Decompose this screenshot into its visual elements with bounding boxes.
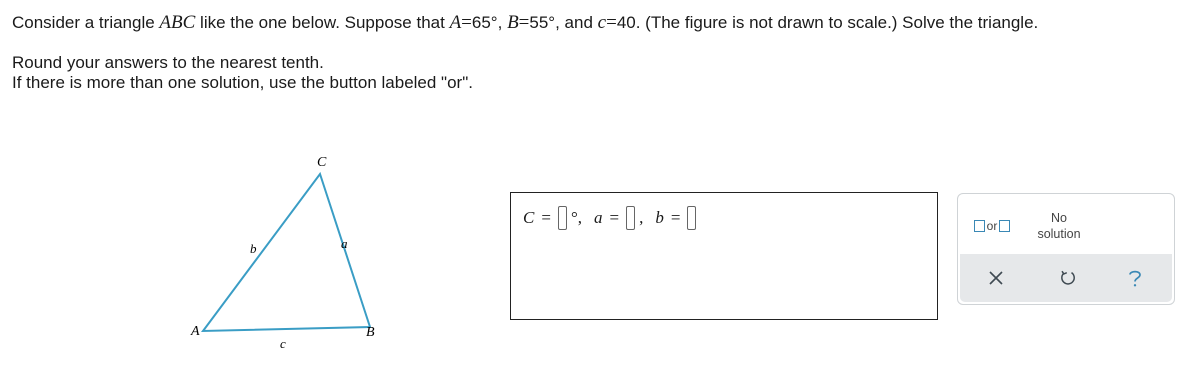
prompt-tail: . (The figure is not drawn to scale.) Solve the triangle. <box>635 13 1039 32</box>
vertex-label-c: C <box>317 155 327 170</box>
side-label-c: c <box>280 336 286 350</box>
vertex-label-b: B <box>366 325 375 340</box>
answer-a-var: a <box>594 208 603 227</box>
angle-a-value: 65° <box>471 13 498 32</box>
help-button[interactable] <box>1115 258 1155 298</box>
no-solution-button[interactable] <box>1026 202 1092 250</box>
triangle-name: ABC <box>159 12 196 33</box>
instruction-rounding: Round your answers to the nearest tenth. <box>12 53 324 72</box>
answer-box[interactable] <box>510 192 938 320</box>
x-icon <box>988 270 1004 286</box>
answer-row <box>523 206 696 230</box>
or-box-right-icon <box>999 220 1010 232</box>
problem-statement <box>12 12 1038 34</box>
answer-c-var: C <box>523 208 535 227</box>
and-text: , and <box>555 13 598 32</box>
eq-sign: = <box>518 12 530 33</box>
side-label-b: b <box>250 241 257 256</box>
answer-eq: = <box>670 208 681 227</box>
comma: , <box>639 208 644 227</box>
no-solution-line2: solution <box>1037 227 1081 241</box>
eq-sign: = <box>606 12 617 33</box>
or-button[interactable] <box>963 202 1021 250</box>
side-c-value: 40 <box>616 13 636 32</box>
angle-a-var: A <box>449 12 462 33</box>
answer-b-var: b <box>655 208 664 227</box>
degree-comma: °, <box>570 208 582 227</box>
instructions <box>12 53 473 93</box>
angle-b-value: 55° <box>529 13 556 32</box>
side-c-var: c <box>597 12 607 33</box>
comma: , <box>497 13 508 32</box>
undo-icon <box>1059 269 1077 287</box>
answer-eq: = <box>609 208 620 227</box>
triangle-figure <box>180 150 400 350</box>
eq-sign: = <box>461 12 472 33</box>
angle-c-input[interactable] <box>558 206 567 230</box>
vertex-label-a: A <box>191 324 200 339</box>
undo-button[interactable] <box>1048 258 1088 298</box>
side-label-a: a <box>341 236 348 251</box>
question-icon <box>1127 268 1143 288</box>
angle-b-var: B <box>507 12 519 33</box>
prompt-intro: Consider a triangle <box>12 13 160 32</box>
or-label: or <box>986 219 998 233</box>
action-bar <box>960 254 1172 302</box>
side-a-input[interactable] <box>626 206 635 230</box>
answer-eq: = <box>541 208 551 227</box>
or-box-left-icon <box>974 220 985 232</box>
prompt-mid: like the one below. Suppose that <box>195 13 450 32</box>
instruction-or: If there is more than one solution, use the button labeled "or". <box>12 73 473 92</box>
triangle-shape <box>203 174 370 331</box>
no-solution-line1: No <box>1051 211 1067 225</box>
side-b-input[interactable] <box>687 206 696 230</box>
tool-palette <box>957 193 1175 305</box>
clear-button[interactable] <box>976 258 1016 298</box>
